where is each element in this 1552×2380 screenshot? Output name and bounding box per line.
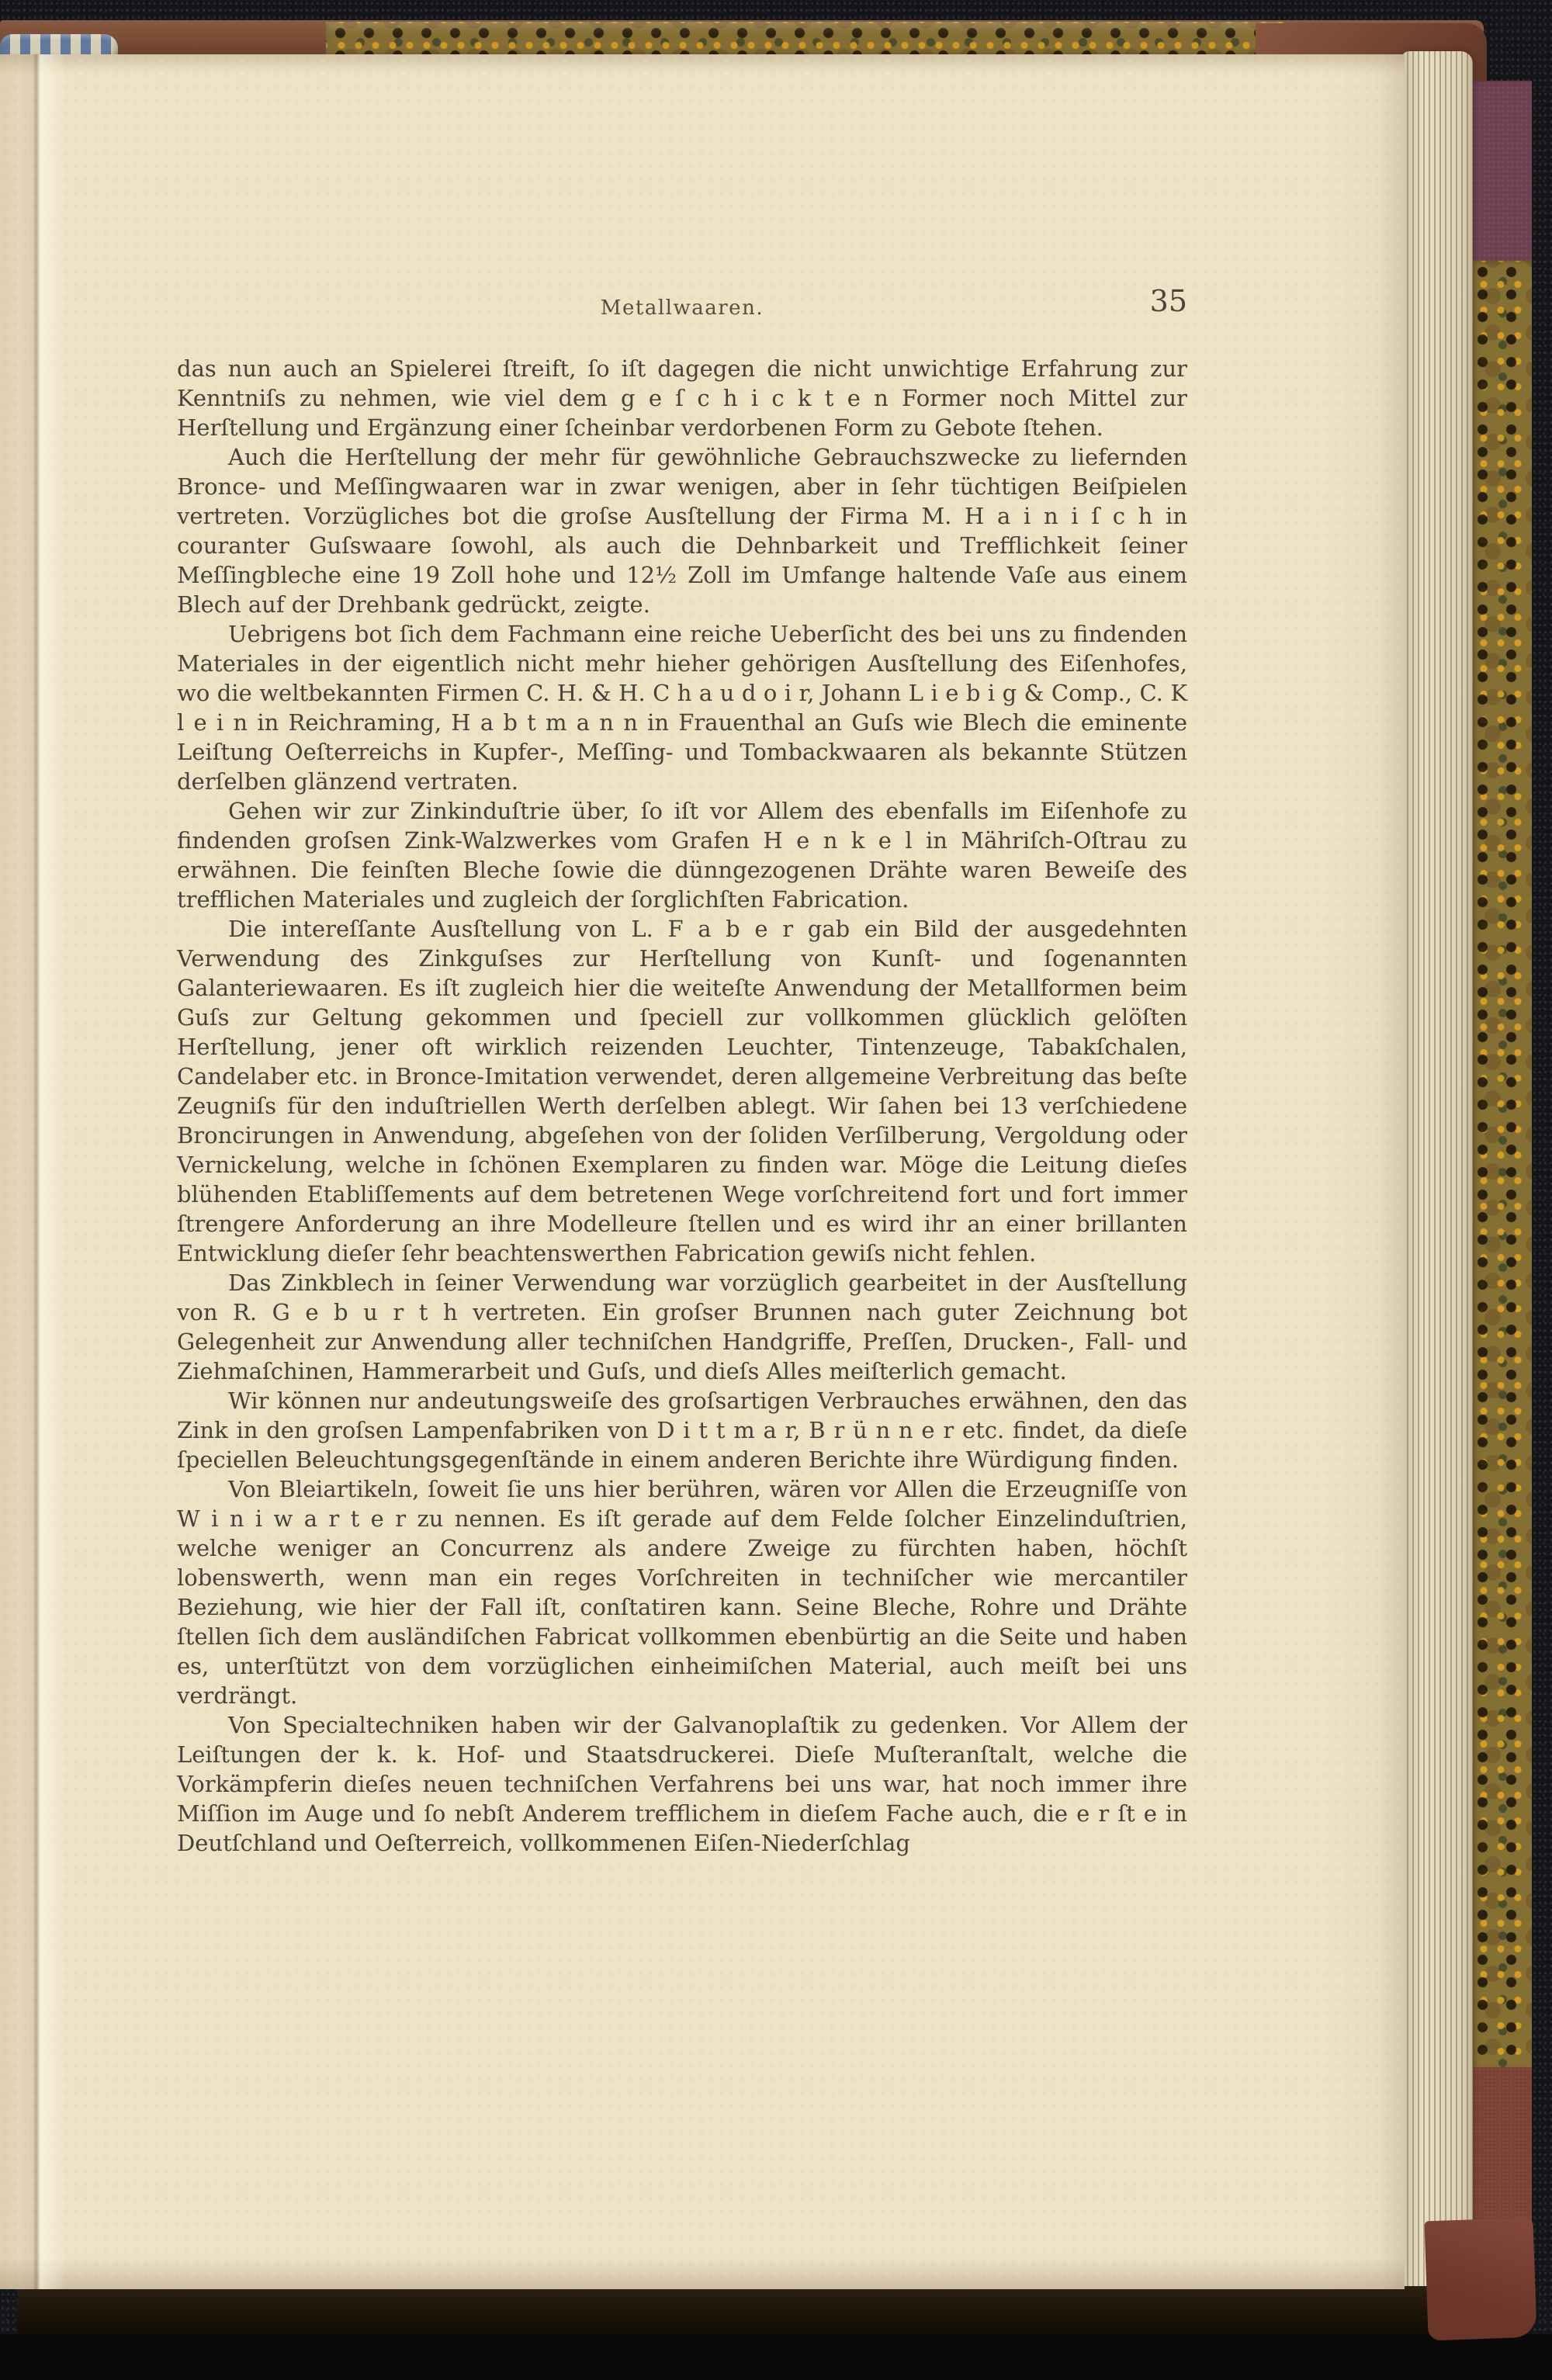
paragraph: Von Specialtechniken haben wir der Galvanoplaſtik zu gedenken. Vor Allem der Leiſtungen der k. k. Hof- und Staatsdruckerei. Dieſe Muſteranſtalt, welche die Vorkämpferin dieſes neuen techniſchen Verfahrens bei uns war, hat noch immer ihre Miſſion im Auge und ſo nebſt Anderem trefflichem in dieſem Fache auch, die e r ſt e in Deutſchland und Oeſterreich, vollkommenen Eiſen-Niederſchlag xyxy=(177,1712,1187,1856)
book-page xyxy=(0,54,1405,2289)
cover-corner-bottom-right xyxy=(1424,2218,1536,2341)
paragraph: Uebrigens bot ſich dem Fachmann eine reiche Ueberſicht des bei uns zu findenden Materiales in der eigentlich nicht mehr hieher gehörigen Ausſtellung des Eiſenhofes, wo die weltbekannten Firmen C. H. & H. C h a u d o i r, Johann L i e b i g & Comp., C. K l e i n in Reichraming, H a b t m a n n in Frauenthal an Guſs wie Blech die eminente Leiſtung Oeſterreichs in Kupfer-, Meſſing- und Tombackwaaren als bekannte Stützen derſelben glänzend vertraten. xyxy=(177,621,1187,795)
cover-right-edge-red-corner xyxy=(1467,2067,1532,2238)
body-text xyxy=(177,354,1187,1858)
page-fore-edge-stack xyxy=(1401,51,1473,2292)
page-number: 35 xyxy=(1149,284,1187,318)
paragraph: Das Zinkblech in ſeiner Verwendung war vorzüglich gearbeitet in der Ausſtellung von R. G e b u r t h vertreten. Ein groſser Brunnen nach guter Zeichnung bot Gelegenheit zur Anwendung aller techniſchen Handgriffe, Preſſen, Drucken-, Fall- und Ziehmaſchinen, Hammerarbeit und Guſs, und dieſs Alles meiſterlich gemacht. xyxy=(177,1270,1187,1384)
paragraph: Auch die Herſtellung der mehr für gewöhnliche Gebrauchszwecke zu liefernden Bronce- und Meſſingwaaren war in zwar wenigen, aber in ſehr tüchtigen Beiſpielen vertreten. Vorzügliches bot die groſse Ausſtellung der Firma M. H a i n i ſ c h in couranter Guſswaare ſowohl, als auch die Dehnbarkeit und Trefflichkeit ſeiner Meſſingbleche eine 19 Zoll hohe und 12½ Zoll im Umfange haltende Vaſe aus einem Blech auf der Drehbank gedrückt, zeigte. xyxy=(177,444,1187,618)
cover-right-edge-marbled xyxy=(1468,261,1532,2070)
paragraph: Gehen wir zur Zinkinduſtrie über, ſo iſt vor Allem des ebenfalls im Eiſenhofe zu findenden groſsen Zink-Walzwerkes vom Grafen H e n k e l in Mähriſch-Oſtrau zu erwähnen. Die feinſten Bleche ſowie die dünngezogenen Drähte waren Beweiſe des trefflichen Materiales und zugleich der ſorglichſten Fabrication. xyxy=(177,798,1187,913)
running-title: Metallwaaren. xyxy=(600,296,764,320)
paragraph: Die intereſſante Ausſtellung von L. F a b e r gab ein Bild der ausgedehnten Verwendung des Zinkguſses zur Herſtellung von Kunſt- und ſogenannten Galanteriewaaren. Es iſt zugleich hier die weiteſte Anwendung der Metallformen beim Guſs zur Geltung gekommen und ſpeciell zur vollkommen glücklich gelöſten Herſtellung, jener oft wirklich reizenden Leuchter, Tintenzeuge, Tabakſchalen, Candelaber etc. in Bronce-Imitation verwendet, deren allgemeine Verbreitung das beſte Zeugniſs für den induſtriellen Werth derſelben ablegt. Wir ſahen bei 13 verſchiedene Broncirungen in Anwendung, abgeſehen von der ſoliden Verſilberung, Vergoldung oder Vernickelung, welche in ſchönen Exemplaren zu finden war. Möge die Leitung dieſes blühenden Etabliſſements auf dem betretenen Wege vorſchreitend fort und fort immer ſtrengere Anforderung an ihre Modelleure ſtellen und es wird ihr an einer brillanten Entwicklung dieſer ſehr beachtenswerthen Fabrication gewiſs nicht fehlen. xyxy=(177,916,1187,1266)
paragraph: das nun auch an Spielerei ſtreift, ſo iſt dagegen die nicht unwichtige Erfahrung zur Kenntniſs zu nehmen, wie viel dem g e ſ c h i c k t e n Former noch Mittel zur Herſtellung und Ergänzung einer ſcheinbar verdorbenen Form zu Gebote ſtehen. xyxy=(177,355,1187,441)
table-surface-shadow xyxy=(0,2334,1552,2380)
cover-right-edge-purple xyxy=(1468,81,1532,264)
paragraph: Von Bleiartikeln, ſoweit ſie uns hier berühren, wären vor Allen die Erzeugniſſe von W i n i w a r t e r zu nennen. Es iſt gerade auf dem Felde ſolcher Einzelinduſtrien, welche weniger an Concurrenz als andere Zweige zu fürchten haben, höchſt lobenswerth, wenn man ein reges Vorſchreiten in techniſcher wie mercantiler Beziehung, wie hier der Fall iſt, conſtatiren kann. Seine Bleche, Rohre und Drähte ſtellen ſich dem ausländiſchen Fabricat vollkommen ebenbürtig an die Seite und haben es, unterſtützt von dem vorzüglichen einheimiſchen Material, auch meiſt bei uns verdrängt. xyxy=(177,1476,1187,1709)
paragraph: Wir können nur andeutungsweiſe des groſsartigen Verbrauches erwähnen, den das Zink in den groſsen Lampenfabriken von D i t t m a r, B r ü n n e r etc. findet, da dieſe ſpeciellen Beleuchtungsgegenſtände in einem anderen Berichte ihre Würdigung finden. xyxy=(177,1387,1187,1473)
